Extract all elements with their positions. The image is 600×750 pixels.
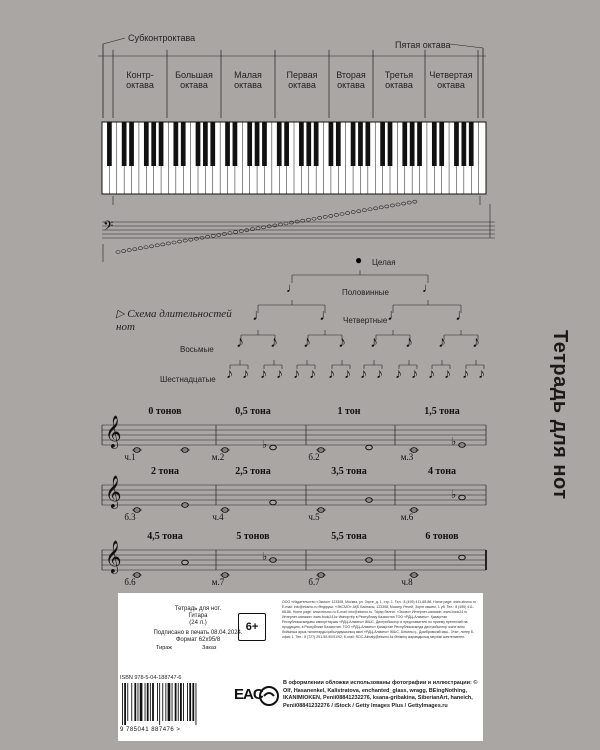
interval-code: б.7: [308, 577, 320, 587]
half-note-icon: ♩: [422, 280, 435, 295]
sixteenth-note-icon: ♪: [344, 365, 351, 381]
eighth-note-icon: ♪: [303, 334, 311, 351]
imprint-subtitle: Гитара: [188, 613, 208, 619]
sixteenth-note-icon: ♪: [276, 365, 283, 381]
interval-code: б.6: [124, 577, 136, 587]
eighth-label: Восьмые: [180, 345, 214, 354]
treble-clef-icon: 𝄞: [105, 415, 122, 448]
octave-label: Малая октава: [234, 70, 262, 90]
interval-code: б.2: [308, 452, 320, 462]
illustration-credits: В оформлении обложки использованы фотографии и иллюстрации: © Olf, Hasanenkel, Kalistratova, enchanted_glass, wragg, BEingNothing, IKANIMIOKEN, Penii08841232276, ksana-gribakina, SiberianArt, haneich, Penii08841232276 / iStock / Getty Images Plus / GettyImages.ru: [283, 680, 478, 709]
eighth-note-icon: ♪: [472, 334, 480, 351]
sixteenth-note-icon: ♪: [376, 365, 383, 381]
eighth-note-icon: ♪: [405, 334, 413, 351]
sixteenth-note-icon: ♪: [309, 365, 316, 381]
interval-tones: 4 тона: [427, 466, 457, 477]
quarter-note-icon: ♩: [319, 307, 335, 324]
eac-mark: EAC: [234, 686, 263, 703]
spine-title: Тетрадь для нот: [549, 330, 571, 500]
interval-code: м.3: [400, 452, 414, 462]
octave-label: Большая октава: [175, 70, 213, 90]
sixteenth-note-icon: ♪: [242, 365, 249, 381]
interval-tones: 5,5 тона: [331, 531, 367, 542]
octave-label: Четвертая октава: [429, 70, 473, 90]
sixteenth-note-icon: ♪: [478, 365, 485, 381]
sixteenth-note-icon: ♪: [428, 365, 435, 381]
interval-code: м.7: [211, 577, 225, 587]
interval-tones: 6 тонов: [425, 531, 459, 542]
sixteenth-note-icon: ♪: [411, 365, 418, 381]
eighth-note-icon: ♪: [338, 334, 346, 351]
treble-clef-icon: 𝄞: [105, 475, 122, 508]
interval-tones: 5 тонов: [236, 531, 270, 542]
subcontra-label: Субконтроктава: [128, 33, 196, 43]
whole-label: Целая: [372, 258, 396, 267]
octave-label: Первая октава: [286, 70, 318, 90]
flat-icon: ♭: [262, 551, 268, 563]
whole-note-icon: ●: [355, 253, 363, 267]
half-note-icon: ♩: [286, 280, 299, 295]
barcode: [120, 683, 216, 725]
interval-tones: 1,5 тона: [424, 406, 460, 417]
interval-code: б.3: [124, 512, 136, 522]
interval-code: ч.5: [308, 512, 320, 522]
interval-tones: 0 тонов: [148, 406, 182, 417]
age-rating-badge: 6+: [238, 613, 266, 641]
flat-icon: ♭: [451, 488, 457, 501]
interval-tones: 2 тона: [150, 466, 180, 477]
sixteenth-note-icon: ♪: [444, 365, 451, 381]
recycle-icon: [258, 685, 280, 707]
sixteenth-note-icon: ♪: [293, 365, 300, 381]
interval-tones: 4,5 тона: [147, 531, 183, 542]
interval-code: ч.8: [401, 577, 413, 587]
interval-code: ч.1: [124, 452, 136, 462]
octave-label: Третья октава: [384, 70, 414, 90]
interval-code: м.6: [400, 512, 414, 522]
sixteenth-note-icon: ♪: [226, 365, 233, 381]
interval-code: ч.4: [212, 512, 224, 522]
imprint-run: Тираж: [156, 645, 172, 651]
interval-tones: 1 тон: [337, 406, 361, 417]
treble-clef-icon: 𝄞: [105, 540, 122, 573]
quarter-note-icon: ♩: [252, 307, 268, 324]
sixteenth-note-icon: ♪: [260, 365, 267, 381]
imprint-order: Заказ: [202, 645, 217, 651]
flat-icon: ♭: [451, 436, 457, 448]
publisher-info: ООО «Издательство «Эксмо» 123308, Москва, ул. Зорге, д. 1, стр. 1. Тел.: 8 (495) 411-68-86. Home page: www.eksmo.ru E-mail: info@eksmo.ru Өндіруші: «ЭКСМО» АҚБ Баспасы, 123308, Мәскеу, Ресей, Зорге көшесі, 1 үй. Тел.: 8 (495) 411-68-86. Home page: www.eksmo.ru E-mail: info@eksmo.ru. Тауар белгісі: «Эксмо» Интернет-магазин: www.book24.ru Интернет-магазин: www.book24.kz Импортёр в Республику Казахстан ТОО «РДЦ-Алматы». Қазақстан Республикасындағы импорттаушы «РДЦ-Алматы» ЖШС. Дистрибьютор и представитель по приему претензий на продукцию, в Республике Казахстан: ТОО «РДЦ-Алматы» Қазақстан Республикасында дистрибьютор және өнім бойынша арыз-талаптарды қабылдаушының өкілі «РДЦ-Алматы» ЖШС, Алматы қ., Домбровский көш., 3«а», литер Б, офис 1. Тел.: 8 (727) 251-59-90/91/92; E-mail: RDC-Almaty@eksmo.kz Өнімнің жарамдылық мерзімі шектелмеген.: [282, 600, 476, 639]
sixteenth-note-icon: ♪: [395, 365, 402, 381]
interval-tones: 2,5 тона: [235, 466, 271, 477]
imprint-sheets: (24 л.): [189, 620, 207, 626]
bass-clef-icon: 𝄢: [103, 218, 114, 237]
flat-icon: ♭: [262, 438, 268, 451]
eighth-note-icon: ♪: [438, 334, 446, 351]
quarter-note-icon: ♩: [455, 307, 471, 324]
durations-title: ▷ Схема длительностей нот: [116, 308, 232, 333]
eighth-note-icon: ♪: [236, 334, 244, 351]
quarter-note-icon: ♩: [387, 307, 403, 324]
eighth-note-icon: ♪: [370, 334, 378, 351]
octave-label: Контр- октава: [126, 70, 154, 90]
quarter-label: Четвертные: [343, 316, 388, 325]
half-label: Половинные: [342, 288, 389, 297]
imprint-signed: Подписано в печать 08.04.2024.: [153, 630, 243, 636]
fifth-octave-label: Пятая октава: [395, 40, 451, 50]
interval-code: м.2: [211, 452, 225, 462]
isbn-text: ISBN 978-5-04-188747-6: [120, 675, 182, 681]
eighth-note-icon: ♪: [270, 334, 278, 351]
interval-tones: 3,5 тона: [331, 466, 367, 477]
sixteenth-note-icon: ♪: [360, 365, 367, 381]
sixteenth-note-icon: ♪: [328, 365, 335, 381]
sixteenth-note-icon: ♪: [462, 365, 469, 381]
imprint-title: Тетрадь для нот.: [174, 606, 222, 612]
sixteenth-label: Шестнадцатые: [160, 375, 216, 384]
interval-tones: 0,5 тона: [235, 406, 271, 417]
imprint-format: Формат 62х95/8: [175, 637, 221, 643]
barcode-digits: 9 785041 887476 >: [120, 727, 181, 733]
octave-label: Вторая октава: [336, 70, 366, 90]
